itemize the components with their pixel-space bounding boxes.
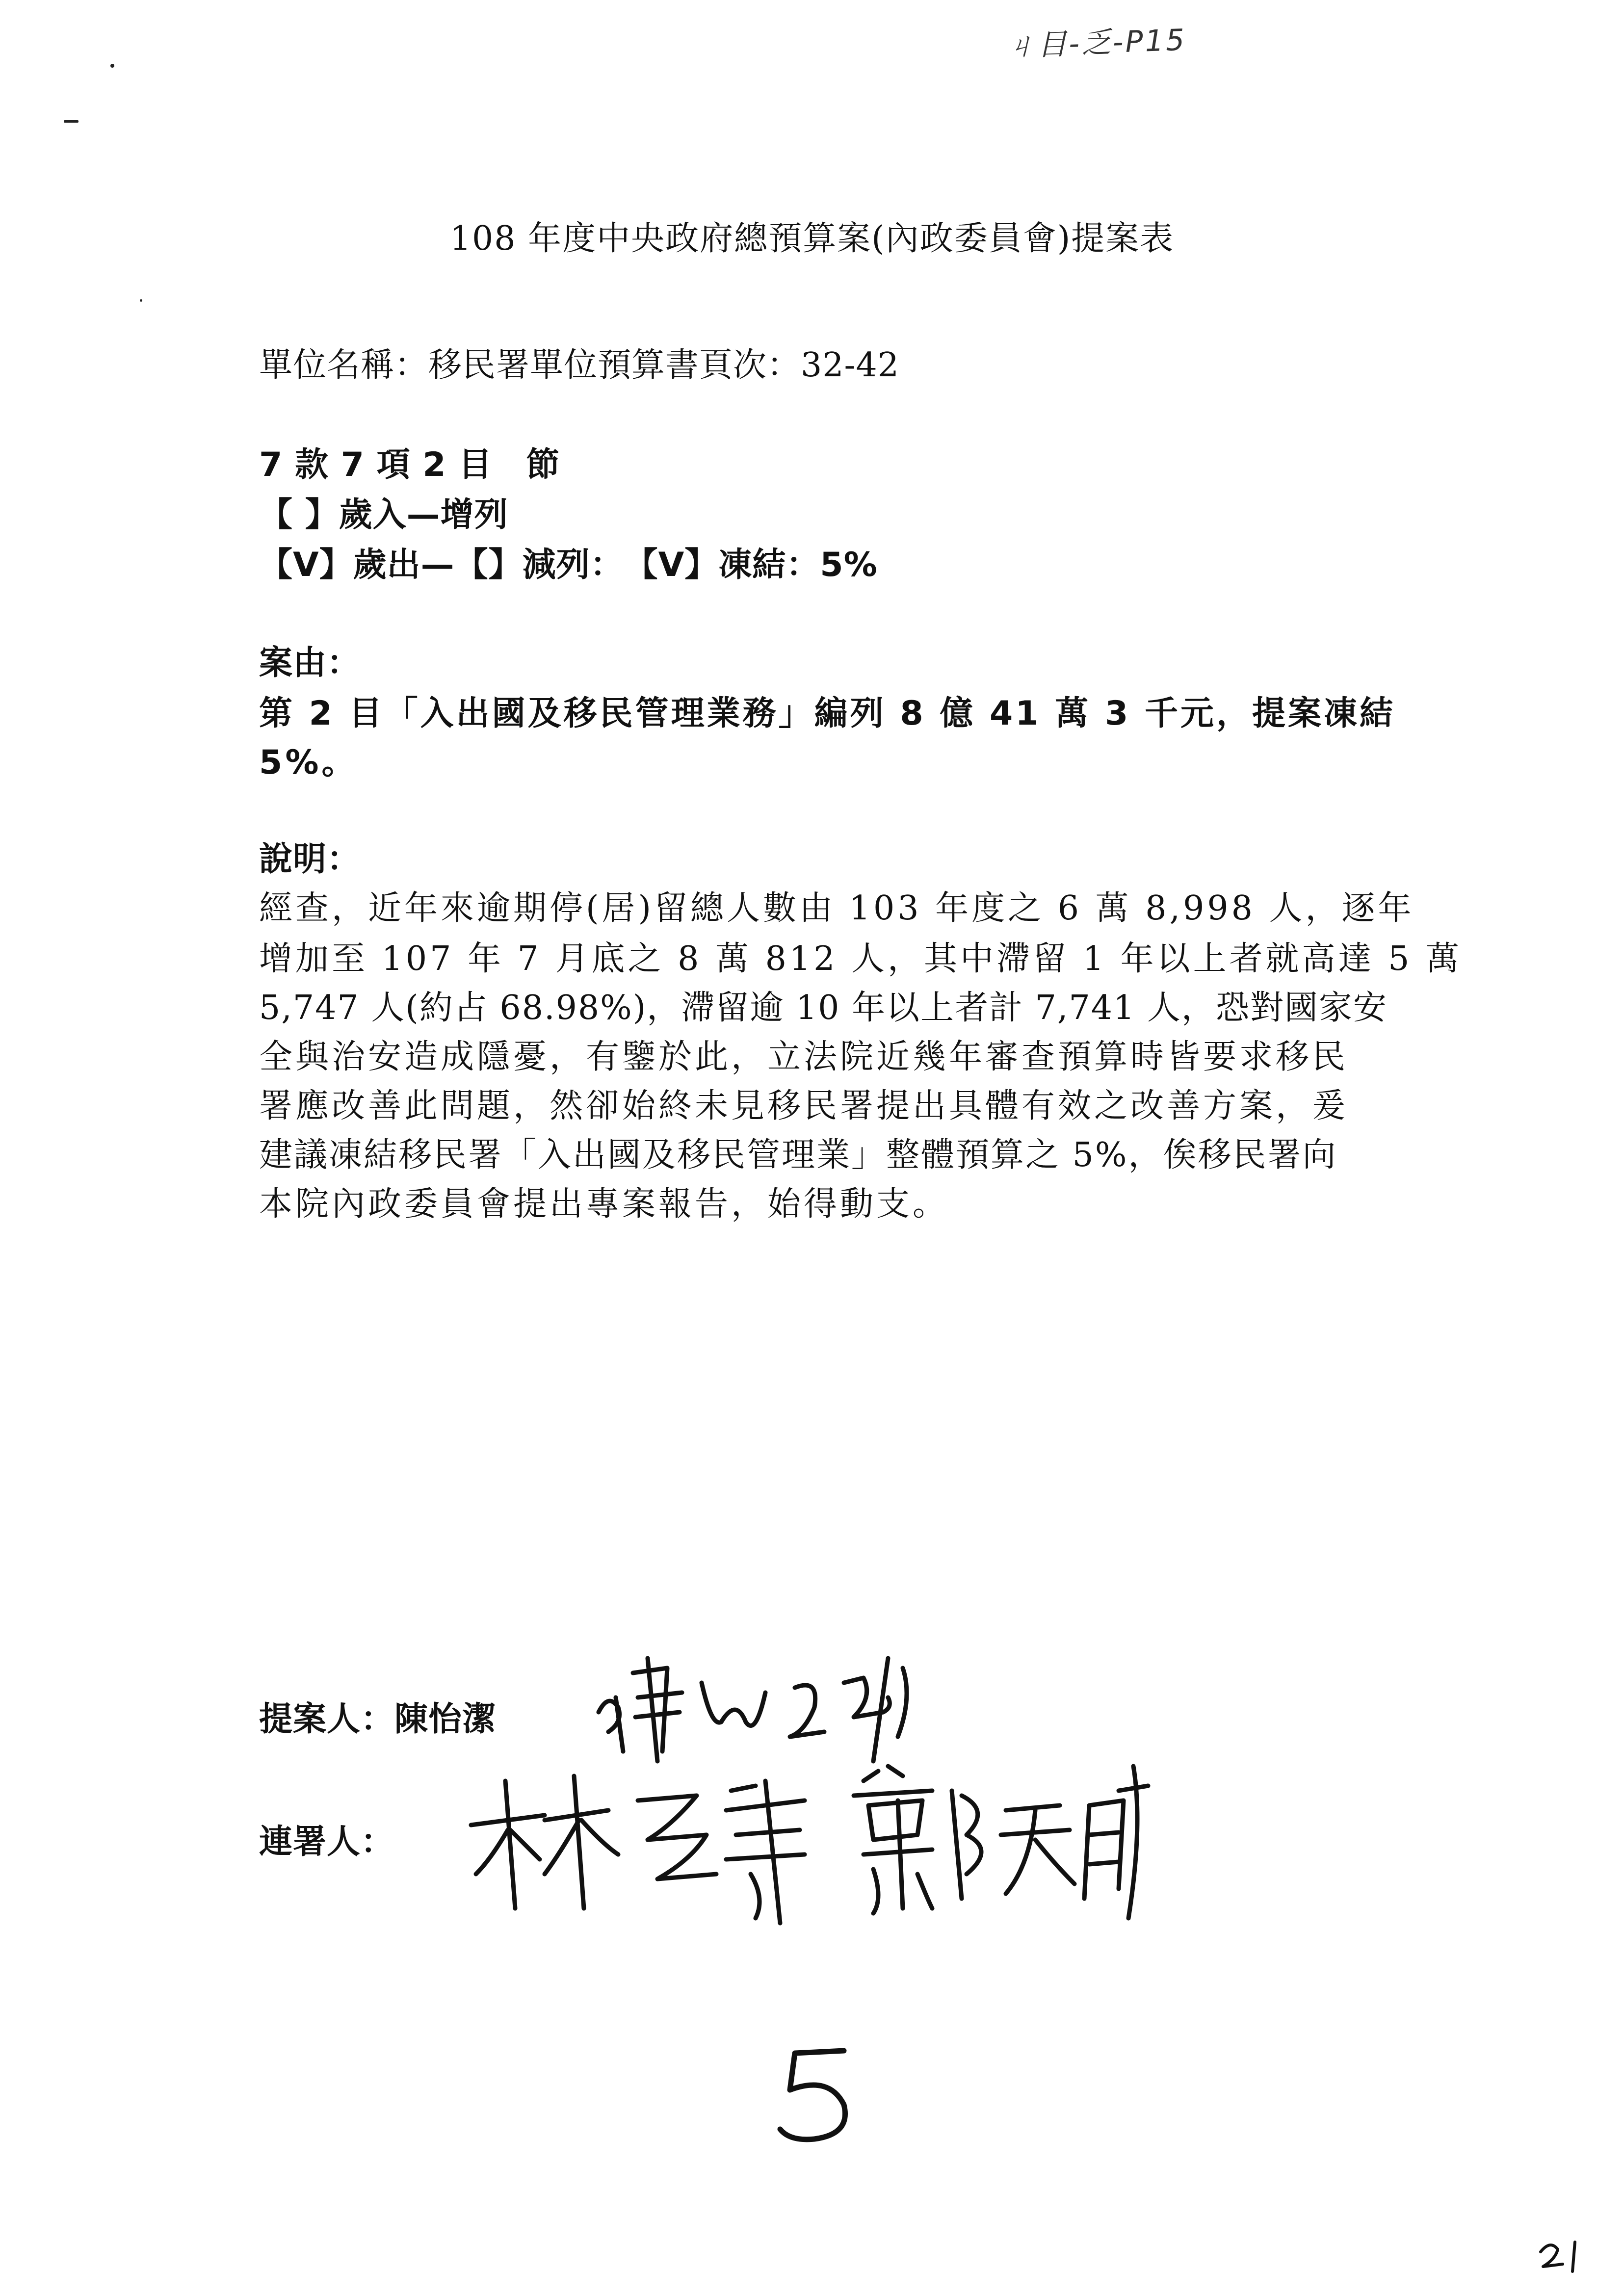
- case-text-line: 第 2 目「入出國及移民管理業務」編列 8 億 41 萬 3 千元，提案凍結: [259, 694, 1395, 733]
- proposer-signature: [589, 1639, 971, 1766]
- explanation-heading: 說明：: [259, 840, 361, 879]
- revenue-line: 【 】歲入—增列: [259, 496, 508, 534]
- cosigner-signature: [844, 1751, 1158, 1928]
- document-title: 108 年度中央政府總預算案(內政委員會)提案表: [449, 219, 1175, 258]
- explanation-line: 經查，近年來逾期停(居)留總人數由 103 年度之 6 萬 8,998 人，逐年: [259, 889, 1414, 928]
- expense-line: 【V】歲出—【】減列： 【V】凍結：5%: [259, 546, 878, 584]
- case-text-line: 5%。: [259, 743, 358, 782]
- case-heading: 案由：: [259, 644, 361, 682]
- cosigner-signature: [461, 1761, 814, 1928]
- explanation-line: 5,747 人(約占 68.98%)，滯留逾 10 年以上者計 7,741 人，恐對國家安: [259, 989, 1388, 1027]
- corner-number: [1536, 2237, 1590, 2278]
- handwritten-top-note: ㄐ目-乏-P15: [1005, 23, 1187, 64]
- scan-speck: [110, 64, 114, 68]
- explanation-line: 署應改善此問題，然卻始終未見移民署提出具體有效之改善方案，爰: [259, 1087, 1349, 1125]
- cosigner-label: 連署人：: [259, 1823, 395, 1861]
- scan-speck: [140, 299, 142, 302]
- explanation-line: 增加至 107 年 7 月底之 8 萬 812 人，其中滯留 1 年以上者就高達 5 萬: [259, 939, 1463, 978]
- corner-number-glyph: [1536, 2237, 1590, 2276]
- page-number-glyph: [770, 2041, 859, 2149]
- explanation-line: 本院內政委員會提出專案報告，始得動支。: [259, 1185, 949, 1224]
- budget-item-line: 7 款 7 項 2 目 節: [259, 445, 560, 484]
- page-number: [770, 2041, 859, 2151]
- explanation-line: 建議凍結移民署「入出國及移民管理業」整體預算之 5%，俟移民署向: [259, 1136, 1337, 1174]
- scan-speck: [64, 120, 79, 123]
- unit-name-line: 單位名稱：移民署單位預算書頁次：32-42: [259, 346, 900, 385]
- proposer-label: 提案人：陳怡潔: [259, 1700, 497, 1739]
- explanation-line: 全與治安造成隱憂，有鑒於此，立法院近幾年審查預算時皆要求移民: [259, 1038, 1349, 1076]
